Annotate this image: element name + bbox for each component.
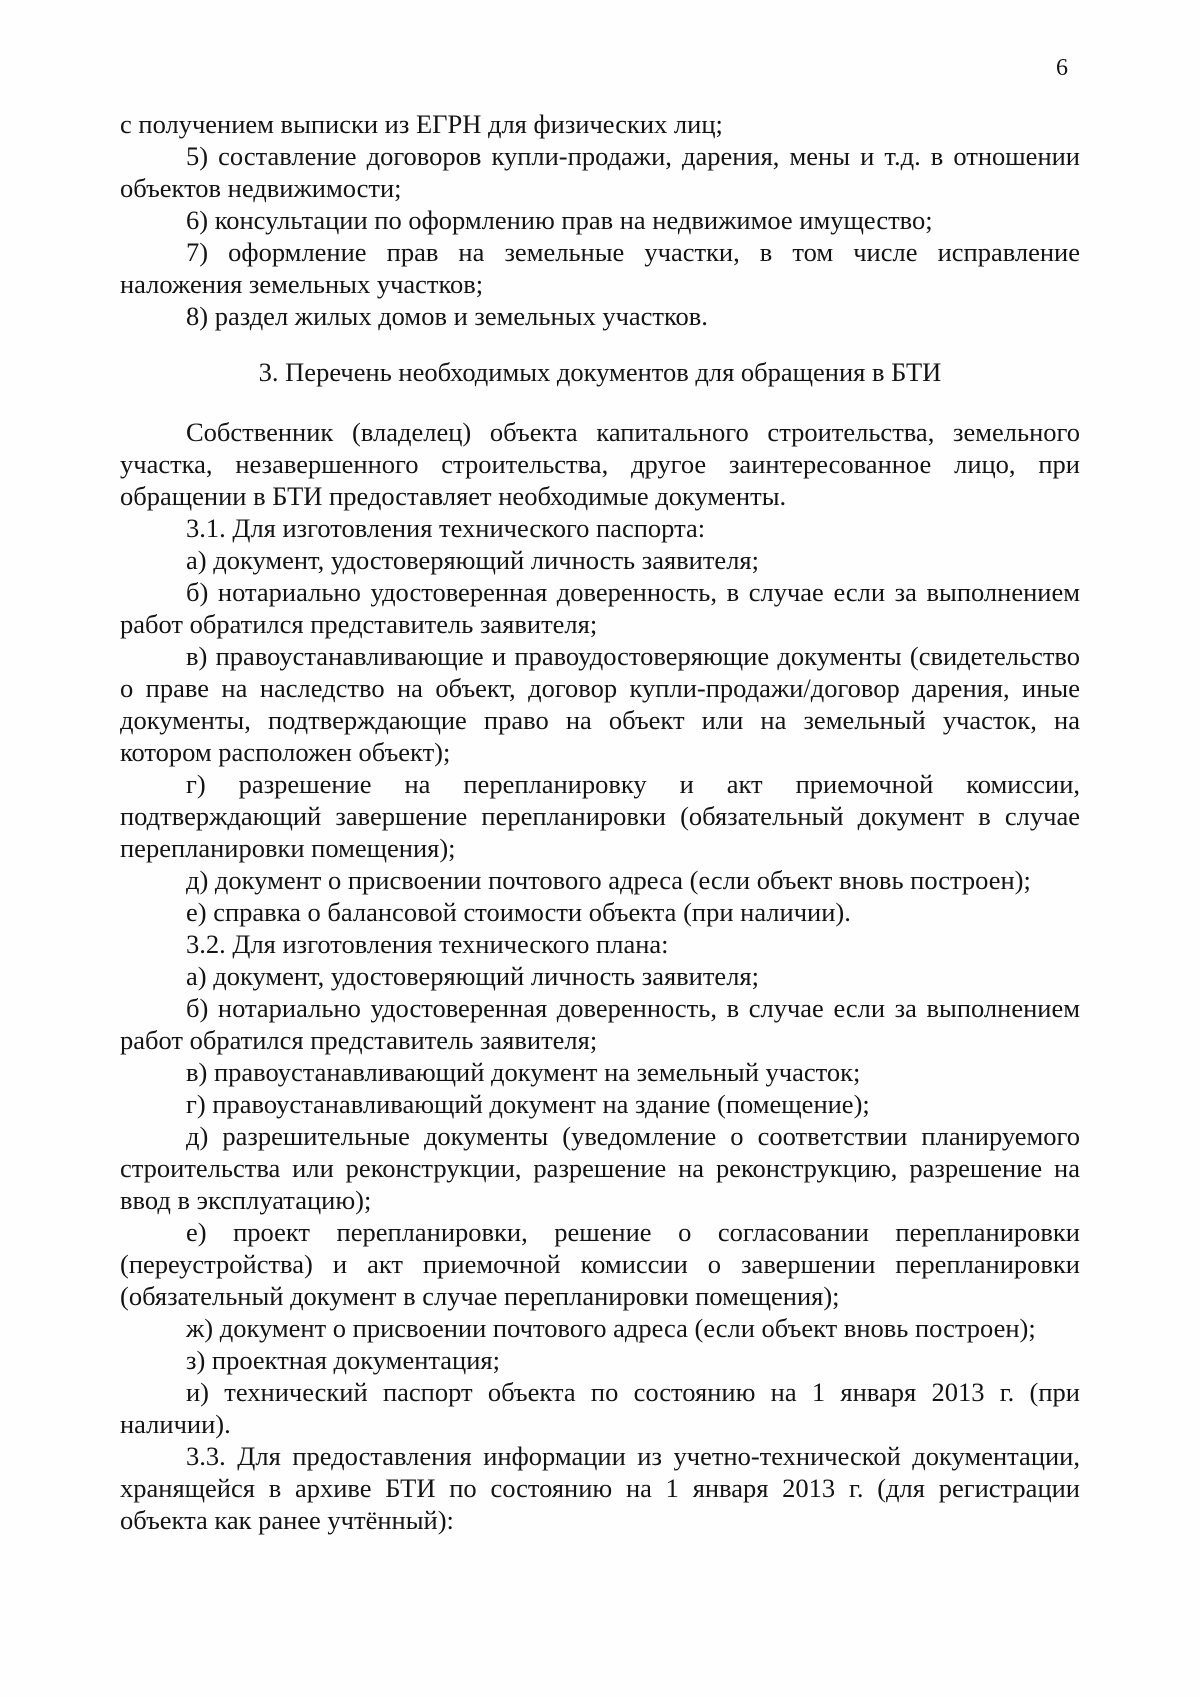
list-item: а) документ, удостоверяющий личность заявителя;: [186, 545, 759, 575]
list-item: а) документ, удостоверяющий личность заявителя;: [186, 961, 759, 991]
list-item: г) разрешение на перепланировку и акт приемочной комиссии, подтверждающий завершение перепланировки (обязательный документ в случае перепланировки помещения);: [120, 769, 1080, 863]
list-item: д) документ о присвоении почтового адреса (если объект вновь построен);: [186, 865, 1031, 895]
list-item: е) справка о балансовой стоимости объекта (при наличии).: [186, 897, 851, 927]
list-item: в) правоустанавливающие и правоудостоверяющие документы (свидетельство о праве на наследство на объект, договор купли-продажи/договор дарения, иные документы, подтверждающие право на объект или на земельный участок, на котором расположен объект);: [120, 641, 1080, 767]
list-item: д) разрешительные документы (уведомление о соответствии планируемого строительства или реконструкции, разрешение на реконструкцию, разрешение на ввод в эксплуатацию);: [120, 1121, 1080, 1215]
section-heading: 3. Перечень необходимых документов для обращения в БТИ: [258, 357, 942, 387]
list-item-6: 6) консультации по оформлению прав на недвижимое имущество;: [186, 205, 933, 235]
page-number: 6: [1056, 55, 1068, 81]
subsection-3-2-title: 3.2. Для изготовления технического плана:: [186, 929, 669, 959]
list-item: б) нотариально удостоверенная доверенность, в случае если за выполнением работ обратился представитель заявителя;: [120, 993, 1080, 1055]
list-item: ж) документ о присвоении почтового адреса (если объект вновь построен);: [186, 1313, 1036, 1343]
subsection-3-3-title: 3.3. Для предоставления информации из учетно-технической документации, хранящейся в архиве БТИ по состоянию на 1 января 2013 г. (для регистрации объекта как ранее учтённый):: [120, 1441, 1080, 1535]
paragraph-continuation: с получением выписки из ЕГРН для физических лиц;: [120, 109, 723, 139]
list-item: з) проектная документация;: [186, 1345, 500, 1375]
list-item-7: 7) оформление прав на земельные участки, в том числе исправление наложения земельных участков;: [120, 237, 1080, 299]
list-item: г) правоустанавливающий документ на здание (помещение);: [186, 1089, 870, 1119]
list-item-5: 5) составление договоров купли-продажи, дарения, мены и т.д. в отношении объектов недвижимости;: [120, 141, 1080, 203]
list-item: е) проект перепланировки, решение о согласовании перепланировки (переустройства) и акт приемочной комиссии о завершении перепланировки (обязательный документ в случае перепланировки помещения);: [120, 1217, 1080, 1311]
list-item: б) нотариально удостоверенная доверенность, в случае если за выполнением работ обратился представитель заявителя;: [120, 577, 1080, 639]
subsection-3-1-title: 3.1. Для изготовления технического паспорта:: [186, 513, 706, 543]
list-item: в) правоустанавливающий документ на земельный участок;: [186, 1057, 861, 1087]
document-body: [120, 108, 1080, 1536]
section-intro: Собственник (владелец) объекта капитального строительства, земельного участка, незавершенного строительства, другое заинтересованное лицо, при обращении в БТИ предоставляет необходимые документы.: [120, 417, 1080, 511]
list-item: и) технический паспорт объекта по состоянию на 1 января 2013 г. (при наличии).: [120, 1377, 1080, 1439]
list-item-8: 8) раздел жилых домов и земельных участков.: [186, 301, 708, 331]
